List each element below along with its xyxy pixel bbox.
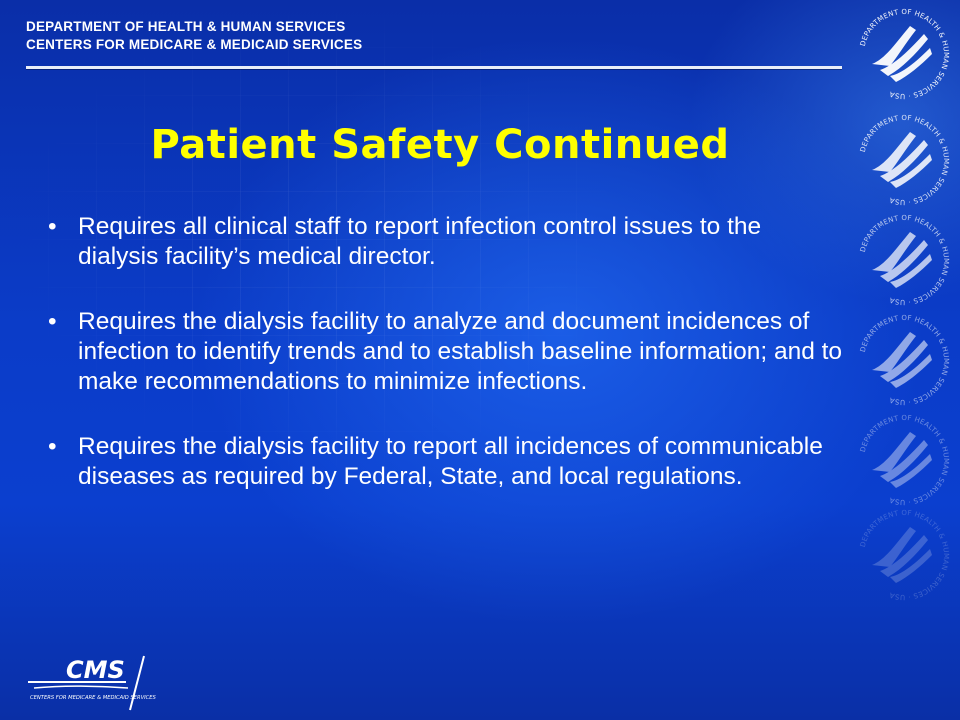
svg-text:DEPARTMENT OF HEALTH & HUMAN S: DEPARTMENT OF HEALTH & HUMAN SERVICES · USA bbox=[858, 313, 951, 407]
slide-title: Patient Safety Continued bbox=[150, 122, 730, 168]
hhs-seal-icon bbox=[850, 110, 958, 210]
bullet-dot-icon: • bbox=[48, 308, 57, 335]
bullet-item bbox=[48, 212, 848, 272]
svg-text:DEPARTMENT OF HEALTH & HUMAN S: DEPARTMENT OF HEALTH & HUMAN SERVICES · USA bbox=[858, 508, 951, 602]
header-divider bbox=[26, 66, 842, 69]
hhs-seal-column bbox=[850, 0, 960, 720]
svg-text:DEPARTMENT OF HEALTH & HUMAN S: DEPARTMENT OF HEALTH & HUMAN SERVICES · USA bbox=[858, 413, 951, 507]
svg-text:DEPARTMENT OF HEALTH & HUMAN S: DEPARTMENT OF HEALTH & HUMAN SERVICES · USA bbox=[858, 113, 951, 207]
svg-text:DEPARTMENT OF HEALTH & HUMAN S: DEPARTMENT OF HEALTH & HUMAN SERVICES · USA bbox=[858, 213, 951, 307]
department-line-1: DEPARTMENT OF HEALTH & HUMAN SERVICES bbox=[26, 19, 346, 34]
bullet-text: Requires the dialysis facility to report all incidences of communicable diseases as required by Federal, State, and local regulations. bbox=[78, 433, 823, 490]
hhs-seal-icon bbox=[850, 505, 958, 605]
bullet-text: Requires all clinical staff to report infection control issues to the dialysis facility’s medical director. bbox=[78, 213, 762, 270]
cms-logo-icon bbox=[26, 652, 161, 714]
hhs-seal-icon bbox=[850, 310, 958, 410]
bullet-item bbox=[48, 307, 848, 397]
department-header bbox=[26, 18, 362, 54]
bullet-text: Requires the dialysis facility to analyze and document incidences of infection to identify trends and to establish baseline information; and to make recommendations to minimize infections. bbox=[78, 308, 843, 395]
svg-text:DEPARTMENT OF HEALTH & HUMAN S: DEPARTMENT OF HEALTH & HUMAN SERVICES · USA bbox=[858, 7, 951, 101]
bullet-dot-icon: • bbox=[48, 433, 57, 460]
cms-wordmark: CMS bbox=[66, 656, 125, 684]
bullet-dot-icon: • bbox=[48, 213, 57, 240]
cms-tagline: CENTERS FOR MEDICARE & MEDICAID SERVICES bbox=[30, 695, 156, 701]
hhs-seal-icon bbox=[850, 4, 958, 104]
bullet-item bbox=[48, 432, 848, 492]
department-line-2: CENTERS FOR MEDICARE & MEDICAID SERVICES bbox=[26, 37, 363, 52]
bullet-list bbox=[48, 212, 848, 527]
hhs-seal-icon bbox=[850, 410, 958, 510]
hhs-seal-icon bbox=[850, 210, 958, 310]
